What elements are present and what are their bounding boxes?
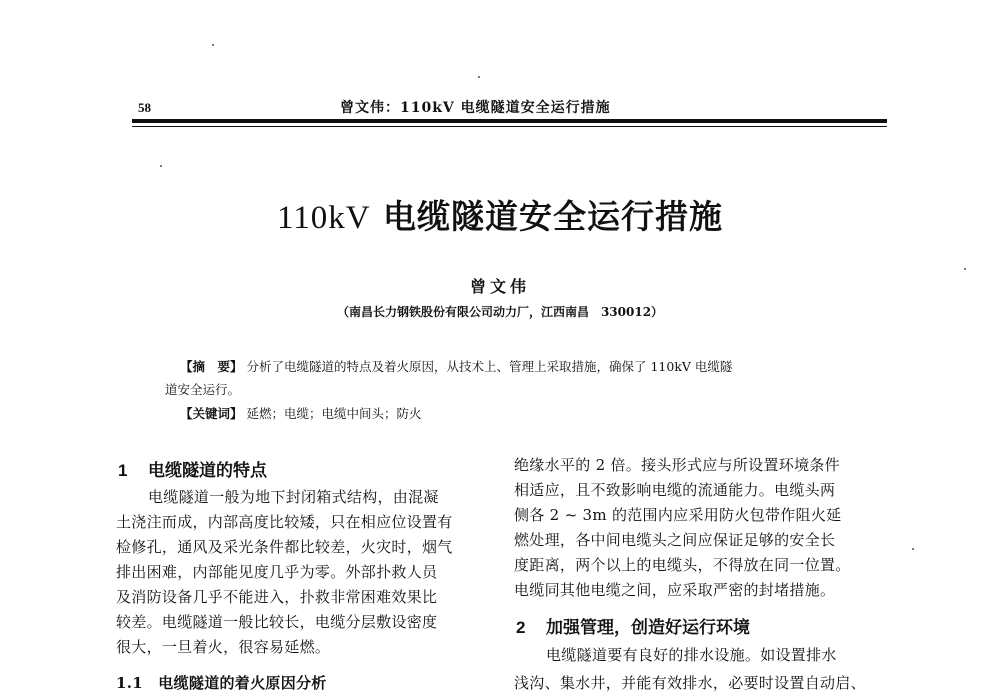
abstract-text-1: 分析了电缆隧道的特点及着火原因，从技术上、管理上采取措施，确保了 110kV 电缆隧: [246, 359, 733, 374]
abstract-line-2: 道安全运行。: [165, 382, 241, 397]
subsection-1-1-heading: 1.1 电缆隧道的着火原因分析: [116, 674, 327, 692]
right-body-line: 侧各 2 ~ 3m 的范围内应采用防火包带作阻火延: [514, 506, 842, 524]
right-body-line: 燃处理，各中间电缆头之间应保证足够的安全长: [514, 531, 836, 549]
left-body-line: 很大，一旦着火，很容易延燃。: [116, 638, 331, 656]
right-body-line: 相适应，且不致影响电缆的流通能力。电缆头两: [514, 481, 836, 499]
section-1-heading: [118, 456, 267, 481]
author-name: 曾文伟: [469, 277, 530, 296]
left-body-line: 土浇注而成，内部高度比较矮，只在相应位设置有: [116, 513, 453, 531]
scan-speck: [160, 165, 162, 167]
scan-speck: [964, 268, 966, 270]
left-body-line: 检修孔，通风及采光条件都比较差，火灾时，烟气: [116, 538, 453, 556]
scan-speck: [912, 548, 914, 550]
right-body-line: 浅沟、集水井，并能有效排水，必要时设置自动启、: [514, 674, 866, 692]
right-body-line: 电缆同其他电缆之间，应采取严密的封堵措施。: [514, 581, 836, 599]
right-body-line: 电缆隧道要有良好的排水设施。如设置排水: [546, 646, 837, 664]
section-2-heading: [516, 613, 750, 638]
keywords-text: 延燃；电缆；电缆中间头；防火: [246, 406, 422, 421]
header-rule-thin: [132, 126, 887, 127]
left-body-line: 电缆隧道一般为地下封闭箱式结构，由混凝: [148, 488, 439, 506]
article-title-cjk: 电缆隧道安全运行措施: [383, 197, 724, 236]
keywords-line: [180, 404, 422, 422]
left-body-line: 排出困难，内部能见度几乎为零。外部扑救人员: [116, 563, 438, 581]
page-number: 58: [138, 100, 151, 115]
right-body-line: 绝缘水平的 2 倍。接头形式应与所设置环境条件: [514, 456, 840, 474]
left-body-line: 较差。电缆隧道一般比较长，电缆分层敷设密度: [116, 613, 438, 631]
header-rule-thick: [132, 119, 887, 123]
author-affiliation: （南昌长力钢铁股份有限公司动力厂，江西南昌 330012）: [336, 305, 664, 319]
keywords-label: 【关键词】: [180, 406, 243, 421]
article-title-latin: 110kV: [276, 200, 371, 236]
running-title: 曾文伟：110kV 电缆隧道安全运行措施: [340, 100, 611, 116]
right-body-line: 度距离，两个以上的电缆头，不得放在同一位置。: [514, 556, 851, 574]
section-1-number: 1: [118, 461, 128, 480]
abstract-label: 【摘 要】: [180, 359, 243, 374]
abstract-line-1: [180, 357, 732, 375]
section-1-title: 电缆隧道的特点: [148, 461, 267, 480]
scan-speck: [212, 44, 214, 46]
scan-speck: [478, 76, 480, 78]
section-2-number: 2: [516, 618, 526, 637]
section-2-title: 加强管理，创造好运行环境: [546, 618, 750, 637]
article-title: [0, 191, 1000, 238]
left-body-line: 及消防设备几乎不能进入，扑救非常困难效果比: [116, 588, 438, 606]
